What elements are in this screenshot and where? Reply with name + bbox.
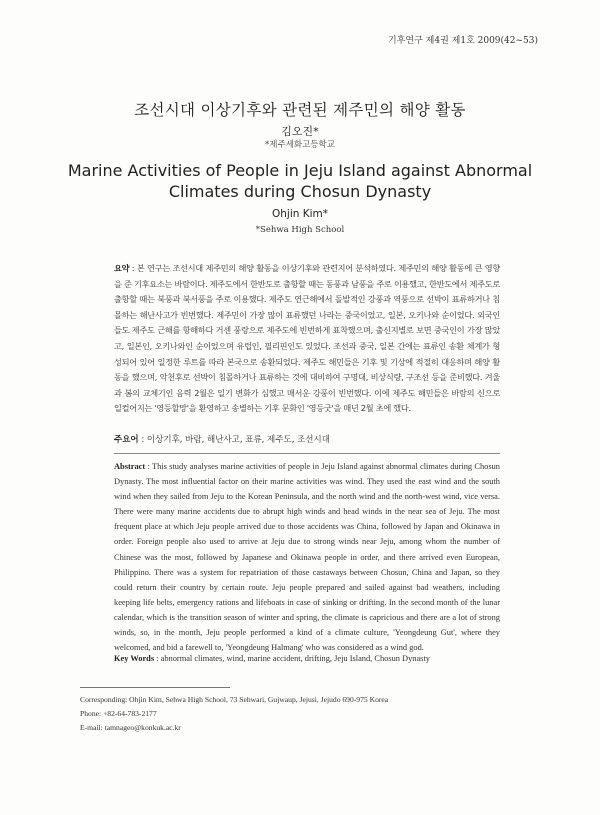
footnote-email: E-mail: tamnageo@konkuk.ac.kr: [80, 723, 181, 732]
footnote-rule: [80, 687, 230, 688]
keywords-korean: [114, 433, 500, 445]
abstract-korean: [114, 261, 500, 417]
footnote-correspondence: Corresponding: Ohjin Kim, Sehwa High School, 73 Sehwari, Gujwaup, Jejusi, Jejudo 690-975 Korea: [80, 695, 389, 704]
affiliation-english: *Sehwa High School: [255, 225, 345, 235]
journal-citation: 기후연구 제4권 제1호 2009(42~53): [388, 36, 538, 46]
abstract-english-label: Abstract: [114, 462, 146, 471]
affiliation-korean: *제주세화고등학교: [265, 140, 335, 150]
keywords-english: [114, 654, 500, 663]
section-divider: [114, 453, 500, 454]
author-korean: 김오진*: [281, 125, 319, 138]
keywords-korean-text: : 이상기후, 바람, 해난사고, 표류, 제주도, 조선시대: [138, 435, 330, 445]
title-korean: 조선시대 이상기후와 관련된 제주민의 해양 활동: [134, 101, 466, 119]
keywords-english-label: Key Words: [114, 654, 155, 663]
abstract-english-text: : This study analyses marine activities of people in Jeju Island against abnormal climates during Chosun Dynasty. The most influential factor on their marine activities was wind. They used the east wind and the south wind when they sailed from Jeju to the Korean Peninsula, and the north wind and the north-west wind, vice versa. There were many marine accidents due to abrupt high winds and head winds in the near sea of Jeju. The most frequent place at which Jeju people arrived due to those accidents was China, followed by Japan and Okinawa in order. Foreign people also used to arrive at Jeju due to strong winds near Jeju, among whom the number of Chinese was the most, followed by Japanese and Okinawa people in order, and there arrived even European, Philippino. There was a system for repatriation of those castaways between Chosun, China and Japan, so they could return their country by certain route. Jeju people prepared and sailed against bad weathers, including keeping life belts, emergency rations and lifeboats in case of sinking or drifting. In the second month of the lunar calendar, which is the transition season of winter and spring, the climate is capricious and there are a lot of strong winds, so, in the month, Jeju people performed a kind of a climate culture, 'Yeongdeung Gut', where they welcomed, and bid a farewell to, 'Yeongdeung Halmang' who was considered as a wind god.: [114, 462, 500, 653]
keywords-english-text: : abnormal climates, wind, marine accident, drifting, Jeju Island, Chosun Dynasty: [154, 654, 430, 663]
abstract-korean-text: : 본 연구는 조선시대 제주민의 해양 활동을 이상기후와 관련지어 분석하였다. 제주민의 해양 활동에 큰 영향을 준 기후요소는 바람이다. 제주도에서 한반도로 출항할 때는 동풍과 남풍을 주로 이용했고, 한반도에서 제주도로 출항할 때는 북풍과 북서풍을 주로 이용했다. 제주도 연근해에서 돌발적인 강풍과 역풍으로 선박이 표류하거나 침몰하는 해난사고가 빈번했다. 제주민이 가장 많이 표류했던 나라는 중국이었고, 일본, 오키나와 순이었다. 외국인들도 제주도 근해를 항해하다 거센 풍랑으로 제주도에 빈번하게 표착했으며, 출신지별로 보면 중국인이 가장 많았고, 일본인, 오키나와인 순이었으며 유럽인, 필리핀인도 있었다. 조선과 중국, 일본 간에는 표류인 송환 체계가 형성되어 있어 일정한 루트를 따라 본국으로 송환되었다. 제주도 해민들은 기후 및 기상에 적절히 대응하며 해양 활동을 했으며, 악천후로 선박이 침몰하거나 표류하는 것에 대비하여 구명대, 비상식량, 구조선 등을 준비했다. 겨울과 봄의 교체기인 음력 2월은 일기 변화가 심했고 매서운 강풍이 빈번했다. 이에 제주도 해민들은 바람의 신으로 일컬어지는 '영등할망'을 환영하고 송별하는 기후 문화인 '영등굿'을 매년 2월 초에 했다.: [114, 263, 500, 414]
abstract-korean-label: 요약: [114, 263, 130, 273]
abstract-english: [114, 459, 500, 655]
title-english: Marine Activities of People in Jeju Island against Abnormal Climates during Chosun Dynasty: [67, 161, 533, 201]
author-english: Ohjin Kim*: [271, 208, 329, 220]
footnote-phone: Phone: +82-64-783-2177: [80, 709, 157, 718]
keywords-korean-label: 주요어: [114, 435, 139, 445]
